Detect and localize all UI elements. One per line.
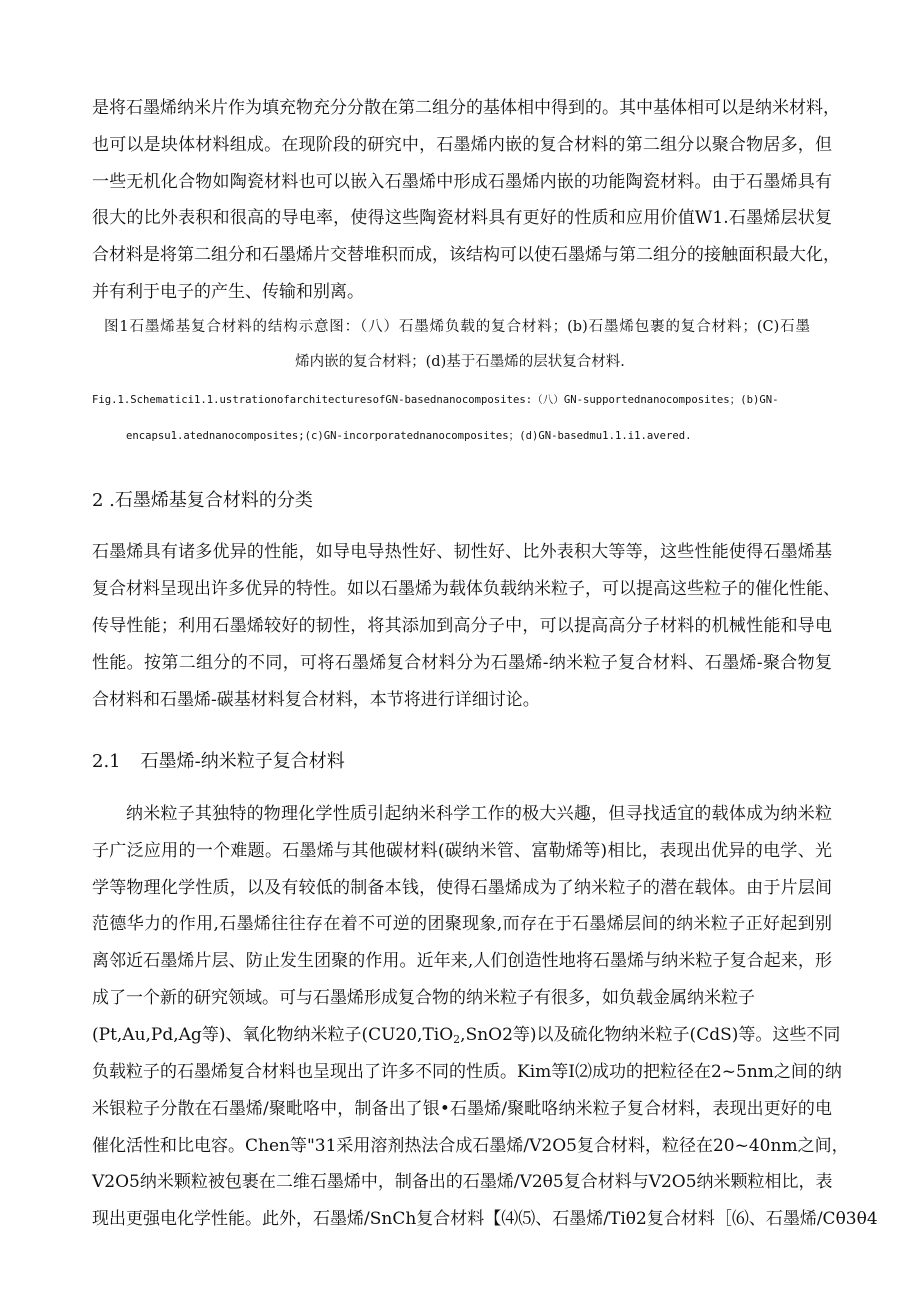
- text-line: 离邻近石墨烯片层、防止发生团聚的作用。近年来,人们创造性地将石墨烯与纳米粒子复合起来，形: [92, 951, 832, 971]
- text-line: 传导性能；利用石墨烯较好的韧性，将其添加到高分子中，可以提高高分子材料的机械性能和导电: [92, 616, 832, 636]
- text-line: [92, 1025, 841, 1046]
- figure-caption-en-line: Fig.1.Schematici1.1.ustrationofarchitecturesofGN-basednanocomposites:（八）GN-supportednanocomposites；(b)GN-: [92, 394, 779, 406]
- text-line: 一些无机化合物如陶瓷材料也可以嵌入石墨烯中形成石墨烯内嵌的功能陶瓷材料。由于石墨烯具有: [92, 172, 832, 192]
- text-line: 米银粒子分散在石墨烯/聚毗咯中，制备出了银•石墨烯/聚毗咯纳米粒子复合材料，表现出更好的电: [92, 1099, 832, 1119]
- text-line: 也可以是块体材料组成。在现阶段的研究中，石墨烯内嵌的复合材料的第二组分以聚合物居多，但: [92, 135, 832, 155]
- text-segment: (Pt,Au,Pd,Ag等)、氧化物纳米粒子(CU20,TiO: [92, 1025, 454, 1045]
- text-line: V2O5纳米颗粒被包裹在二维石墨烯中，制备出的石墨烯/V2θ5复合材料与V2O5纳米颗粒相比，表: [92, 1172, 833, 1192]
- subsection-number: 2.1: [92, 751, 121, 772]
- figure-caption-en-line: encapsu1.atednanocomposites;(c)GN-incorporatednanocomposites；(d)GN-basedmu1.1.i1.avered.: [126, 430, 692, 442]
- text-line: 很大的比外表积和很高的导电率，使得这些陶瓷材料具有更好的性质和应用价值W1.石墨烯层状复: [92, 208, 832, 228]
- figure-caption-cn-line: 图1石墨烯基复合材料的结构示意图：（八）石墨烯负载的复合材料；(b)石墨烯包裹的复合材料；(C)石墨: [104, 319, 810, 335]
- text-line: 催化活性和比电容。Chen等"31采用溶剂热法合成石墨烯/V2O5复合材料，粒径在20~40nm之间，: [92, 1136, 849, 1156]
- subsection-title: 石墨烯-纳米粒子复合材料: [140, 751, 345, 772]
- text-line: 性能。按第二组分的不同，可将石墨烯复合材料分为石墨烯-纳米粒子复合材料、石墨烯-聚合物复: [92, 653, 832, 673]
- subscript: 2: [453, 1033, 461, 1046]
- section-heading: 2 .石墨烯基复合材料的分类: [92, 490, 313, 511]
- text-line: 合材料是将第二组分和石墨烯片交替堆积而成，该结构可以使石墨烯与第二组分的接触面积最大化，: [92, 245, 840, 265]
- subsection-heading: [92, 751, 345, 773]
- text-line: 学等物理化学性质，以及有较低的制备本钱，使得石墨烯成为了纳米粒子的潜在载体。由于片层间: [92, 878, 832, 898]
- text-line: 复合材料呈现出许多优异的特性。如以石墨烯为载体负载纳米粒子，可以提高这些粒子的催化性能、: [92, 579, 840, 599]
- text-line: 负载粒子的石墨烯复合材料也呈现出了许多不同的性质。Kim等I⑵成功的把粒径在2~5nm之间的纳: [92, 1062, 842, 1082]
- text-line: 范德华力的作用,石墨烯往往存在着不可逆的团聚现象,而存在于石墨烯层间的纳米粒子正好起到别: [92, 914, 832, 934]
- text-line: 石墨烯具有诸多优异的性能，如导电导热性好、韧性好、比外表积大等等，这些性能使得石墨烯基: [92, 542, 832, 562]
- text-line: 成了一个新的研究领域。可与石墨烯形成复合物的纳米粒子有很多，如负载金属纳米粒子: [92, 988, 755, 1008]
- text-line: 合材料和石墨烯-碳基材料复合材料，本节将进行详细讨论。: [92, 690, 540, 710]
- text-line: 现出更强电化学性能。此外，石墨烯/SnCh复合材料【⑷⑸、石墨烯/Tiθ2复合材料［⑹、石墨烯/Cθ3θ4: [92, 1209, 878, 1229]
- text-line: 纳米粒子其独特的物理化学性质引起纳米科学工作的极大兴趣，但寻找适宜的载体成为纳米粒: [126, 804, 832, 824]
- text-line: 子广泛应用的一个难题。石墨烯与其他碳材料(碳纳米管、富勒烯等)相比，表现出优异的电学、光: [92, 841, 832, 861]
- text-segment: ,SnO2等)以及硫化物纳米粒子(CdS)等。这些不同: [460, 1025, 841, 1045]
- text-line: 是将石墨烯纳米片作为填充物充分分散在第二组分的基体相中得到的。其中基体相可以是纳米材料，: [92, 98, 840, 118]
- figure-caption-cn-line: 烯内嵌的复合材料；(d)基于石墨烯的层状复合材料.: [295, 354, 625, 370]
- text-line: 并有利于电子的产生、传输和别离。: [92, 282, 364, 302]
